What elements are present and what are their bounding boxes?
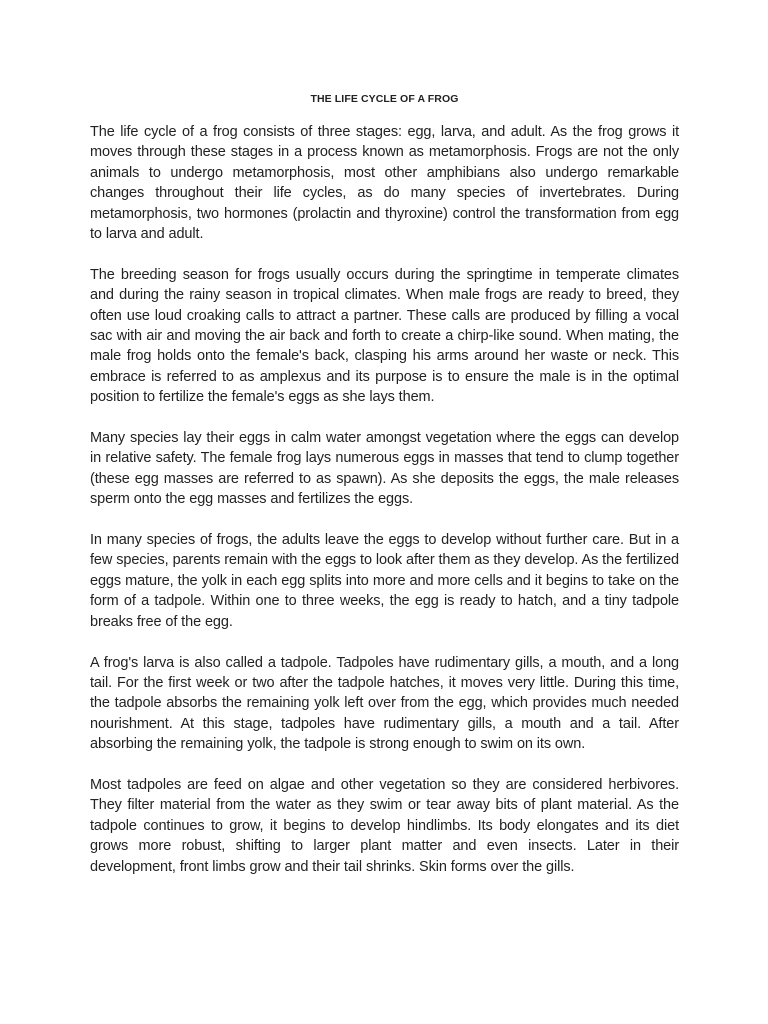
paragraph-life-cycle-intro: The life cycle of a frog consists of three stages: egg, larva, and adult. As the frog grows it moves through these stages in a process known as metamorphosis. Frogs are not the only animals to undergo metamorphosis, most other amphibians also undergo remarkable changes throughout their life cycles, as do many species of invertebrates. During metamorphosis, two hormones (prolactin and thyroxine) control the transformation from egg to larva and adult. (90, 124, 679, 243)
document-page (90, 0, 679, 1024)
document-body (90, 122, 679, 897)
document-title: THE LIFE CYCLE OF A FROG (310, 93, 459, 105)
paragraph-tadpole-stage: A frog's larva is also called a tadpole. Tadpoles have rudimentary gills, a mouth, and a long tail. For the first week or two after the tadpole hatches, it moves very little. During this time, the tadpole absorbs the remaining yolk left over from the egg, which provides much needed nourishment. At this stage, tadpoles have rudimentary gills, a mouth and a tail. After absorbing the remaining yolk, the tadpole is strong enough to swim on its own. (90, 654, 679, 753)
paragraph-egg-laying: Many species lay their eggs in calm water amongst vegetation where the eggs can develop in relative safety. The female frog lays numerous eggs in masses that tend to clump together (these egg masses are referred to as spawn). As she deposits the eggs, the male releases sperm onto the egg masses and fertilizes the eggs. (90, 430, 679, 508)
paragraph-egg-development: In many species of frogs, the adults leave the eggs to develop without further care. But in a few species, parents remain with the eggs to look after them as they develop. As the fertilized eggs mature, the yolk in each egg splits into more and more cells and it begins to take on the form of a tadpole. Within one to three weeks, the egg is ready to hatch, and a tiny tadpole breaks free of the egg. (90, 532, 679, 630)
paragraph-breeding-season: The breeding season for frogs usually occurs during the springtime in temperate climates and during the rainy season in tropical climates. When male frogs are ready to breed, they often use loud croaking calls to attract a partner. These calls are produced by filling a vocal sac with air and moving the air back and forth to create a chirp-like sound. When mating, the male frog holds onto the female's back, clasping his arms around her waste or neck. This embrace is referred to as amplexus and its purpose is to ensure the male is in the optimal position to fertilize the female's eggs as she lays them. (90, 266, 679, 406)
paragraph-tadpole-growth: Most tadpoles are feed on algae and other vegetation so they are considered herbivores. They filter material from the water as they swim or tear away bits of plant material. As the tadpole continues to grow, it begins to develop hindlimbs. Its body elongates and its diet grows more robust, shifting to larger plant matter and even insects. Later in their development, front limbs grow and their tail shrinks. Skin forms over the gills. (90, 776, 679, 875)
